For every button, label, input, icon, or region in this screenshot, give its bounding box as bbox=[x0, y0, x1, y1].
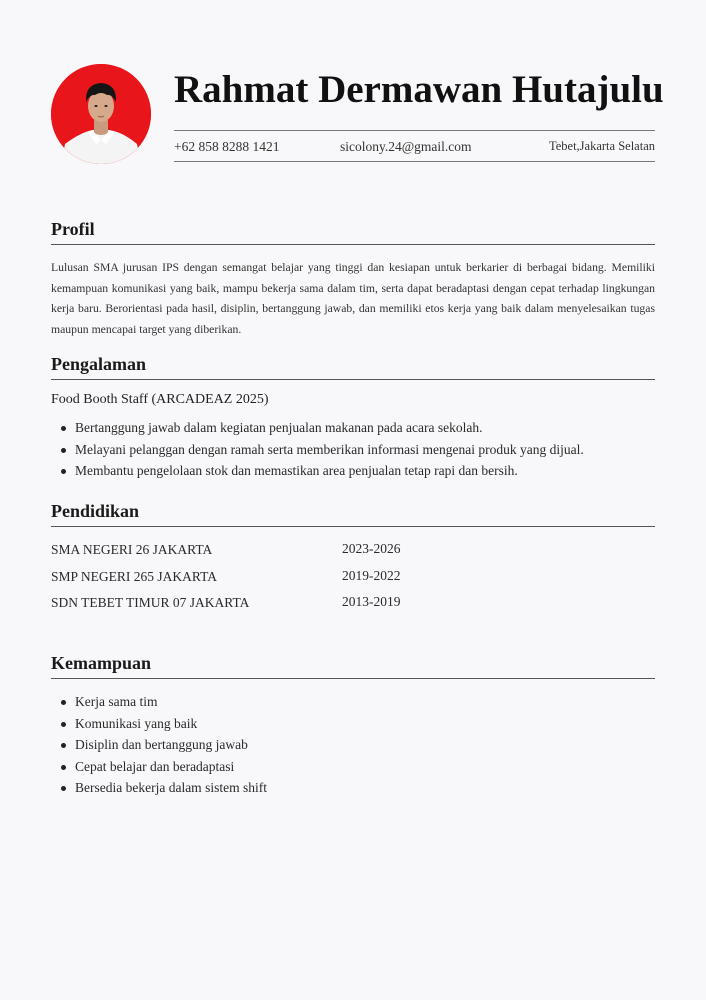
section-title-pengalaman: Pengalaman bbox=[51, 352, 655, 380]
list-item: Kerja sama tim bbox=[75, 691, 655, 713]
profil-text: Lulusan SMA jurusan IPS dengan semangat belajar yang tinggi dan kesiapan untuk berkarier di berbagai bidang. Memiliki kemampuan komunikasi yang baik, mampu bekerja sama dalam tim, serta dapat beradaptasi dengan cepat terhadap lingkungan kerja baru. Berorientasi pada hasil, disiplin, bertanggung jawab, dan memiliki etos kerja yang baik dalam menyelesaikan tugas maupun mencapai target yang diberikan. bbox=[51, 261, 655, 336]
skills-list bbox=[51, 691, 655, 799]
education-list bbox=[51, 542, 655, 622]
education-row bbox=[51, 569, 655, 596]
section-title-profil: Profil bbox=[51, 217, 655, 245]
school-name: SDN TEBET TIMUR 07 JAKARTA bbox=[51, 595, 250, 610]
section-title-pendidikan: Pendidikan bbox=[51, 499, 655, 527]
profile-photo bbox=[51, 64, 151, 164]
school-name: SMA NEGERI 26 JAKARTA bbox=[51, 542, 213, 557]
list-item: Disiplin dan bertanggung jawab bbox=[75, 734, 655, 756]
kemampuan-section bbox=[51, 651, 655, 799]
profil-section bbox=[51, 217, 655, 340]
phone-number: +62 858 8288 1421 bbox=[174, 139, 280, 154]
list-item: Melayani pelanggan dengan ramah serta memberikan informasi mengenai produk yang dijual. bbox=[75, 439, 655, 461]
list-item: Bersedia bekerja dalam sistem shift bbox=[75, 777, 655, 799]
location: Tebet,Jakarta Selatan bbox=[548, 139, 655, 153]
list-item: Membantu pengelolaan stok dan memastikan area penjualan tetap rapi dan bersih. bbox=[75, 460, 655, 482]
candidate-name: Rahmat Dermawan Hutajulu bbox=[174, 68, 664, 111]
list-item: Komunikasi yang baik bbox=[75, 713, 655, 735]
email-address: sicolony.24@gmail.com bbox=[340, 139, 472, 154]
education-row bbox=[51, 595, 655, 622]
job-title: Food Booth Staff (ARCADEAZ 2025) bbox=[51, 392, 269, 407]
pengalaman-section bbox=[51, 352, 655, 482]
school-years: 2013-2019 bbox=[342, 594, 401, 609]
school-name: SMP NEGERI 265 JAKARTA bbox=[51, 568, 217, 584]
contact-bar bbox=[174, 130, 655, 162]
section-title-kemampuan: Kemampuan bbox=[51, 651, 655, 679]
person-photo-icon bbox=[51, 64, 151, 164]
school-years: 2019-2022 bbox=[342, 567, 401, 583]
pendidikan-section bbox=[51, 499, 655, 622]
education-row bbox=[51, 542, 655, 569]
list-item: Cepat belajar dan beradaptasi bbox=[75, 756, 655, 778]
school-years: 2023-2026 bbox=[342, 541, 401, 556]
list-item: Bertanggung jawab dalam kegiatan penjualan makanan pada acara sekolah. bbox=[75, 417, 655, 439]
experience-list bbox=[51, 417, 655, 482]
